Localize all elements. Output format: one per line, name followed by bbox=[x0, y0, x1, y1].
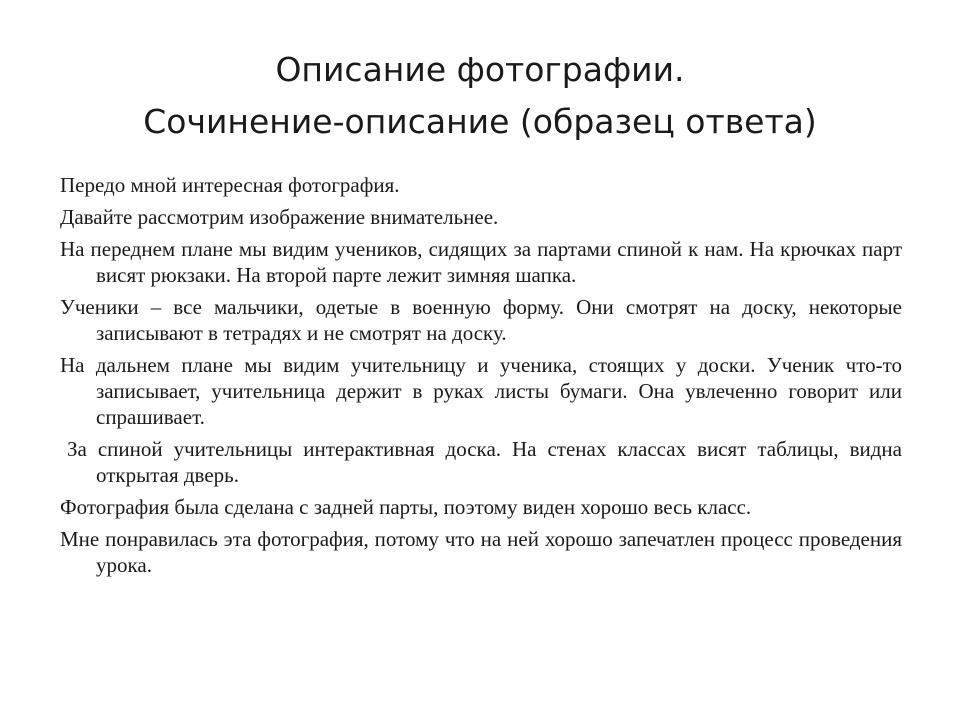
title-line-1: Описание фотографии. bbox=[275, 50, 685, 89]
essay-body bbox=[60, 172, 902, 584]
paragraph-3: На переднем плане мы видим учеников, сидящих за партами спиной к нам. На крючках парт висят рюкзаки. На второй парте лежит зимняя шапка. bbox=[60, 237, 902, 287]
paragraph-1: Передо мной интересная фотография. bbox=[60, 173, 400, 197]
title-line-2: Сочинение-описание (образец ответа) bbox=[143, 102, 817, 141]
paragraph-7: Фотография была сделана с задней парты, поэтому виден хорошо весь класс. bbox=[60, 495, 752, 519]
paragraph-2: Давайте рассмотрим изображение внимательнее. bbox=[60, 205, 499, 229]
paragraph-8: Мне понравилась эта фотография, потому что на ней хорошо запечатлен процесс проведения урока. bbox=[60, 527, 902, 577]
paragraph-5: На дальнем плане мы видим учительницу и ученика, стоящих у доски. Ученик что-то записывает, учительница держит в руках листы бумаги. Она увлеченно говорит или спрашивает. bbox=[60, 353, 902, 429]
slide-title bbox=[70, 44, 890, 148]
paragraph-6: За спиной учительницы интерактивная доска. На стенах классах висят таблицы, видна открытая дверь. bbox=[67, 437, 902, 487]
paragraph-4: Ученики – все мальчики, одетые в военную форму. Они смотрят на доску, некоторые записывают в тетрадях и не смотрят на доску. bbox=[60, 295, 902, 345]
